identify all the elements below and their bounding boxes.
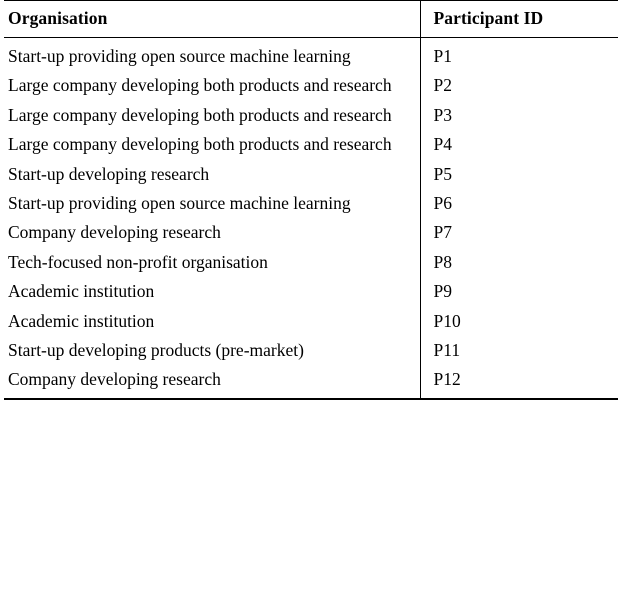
cell-organisation: Academic institution xyxy=(8,310,155,331)
cell-participant-id: P10 xyxy=(420,306,618,335)
cell-organisation: Large company developing both products and research xyxy=(8,104,392,125)
cell-organisation: Large company developing both products and research xyxy=(8,75,392,96)
table-row xyxy=(4,335,618,364)
table-row xyxy=(4,159,618,188)
table-row xyxy=(4,364,618,398)
cell-organisation: Tech-focused non-profit organisation xyxy=(8,251,268,272)
table-row xyxy=(4,217,618,246)
cell-organisation: Start-up developing products (pre-market) xyxy=(8,339,304,360)
cell-participant-id: P1 xyxy=(420,38,618,71)
table-row xyxy=(4,100,618,129)
table-row xyxy=(4,129,618,158)
cell-organisation: Start-up providing open source machine learning xyxy=(8,192,351,213)
cell-participant-id: P7 xyxy=(420,217,618,246)
table-row xyxy=(4,38,618,71)
cell-participant-id: P8 xyxy=(420,247,618,276)
cell-participant-id: P11 xyxy=(420,335,618,364)
cell-participant-id: P5 xyxy=(420,159,618,188)
cell-participant-id: P4 xyxy=(420,129,618,158)
cell-organisation: Large company developing both products and research xyxy=(8,134,392,155)
cell-organisation: Start-up developing research xyxy=(8,163,210,184)
cell-participant-id: P2 xyxy=(420,70,618,99)
participants-table xyxy=(4,0,618,400)
table-row xyxy=(4,276,618,305)
cell-participant-id: P12 xyxy=(420,364,618,398)
cell-participant-id: P3 xyxy=(420,100,618,129)
cell-organisation: Company developing research xyxy=(8,369,221,390)
column-header-organisation: Organisation xyxy=(8,8,108,28)
table-row xyxy=(4,70,618,99)
table-row xyxy=(4,306,618,335)
table-row xyxy=(4,188,618,217)
cell-organisation: Company developing research xyxy=(8,222,221,243)
table-body xyxy=(4,38,618,399)
table-header xyxy=(4,1,618,38)
table-row xyxy=(4,247,618,276)
cell-organisation: Academic institution xyxy=(8,281,155,302)
cell-participant-id: P6 xyxy=(420,188,618,217)
table-header-row xyxy=(4,1,618,38)
column-header-participant-id: Participant ID xyxy=(420,1,618,38)
cell-participant-id: P9 xyxy=(420,276,618,305)
cell-organisation: Start-up providing open source machine learning xyxy=(8,46,351,66)
